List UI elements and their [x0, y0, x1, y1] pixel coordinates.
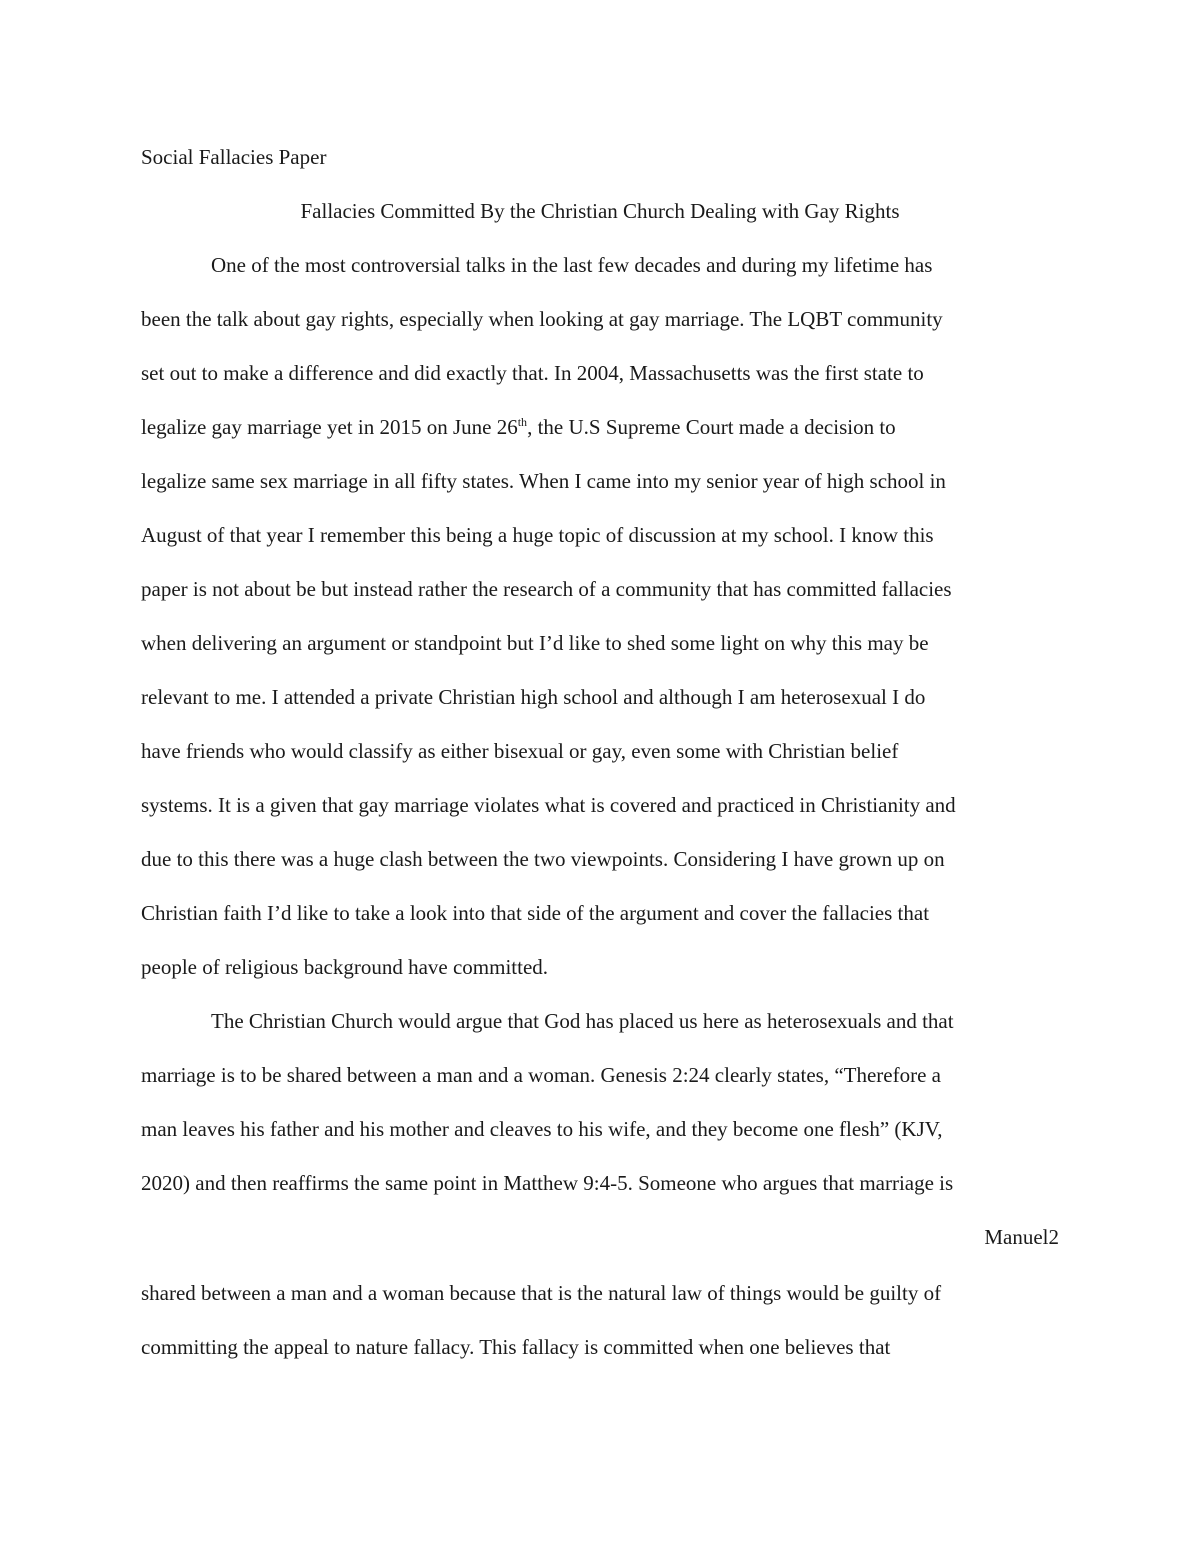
- course-title: Social Fallacies Paper: [141, 145, 327, 169]
- ordinal-suffix: th: [517, 415, 528, 429]
- paragraph-line: paper is not about be but instead rather the research of a community that has committed fallacies: [141, 577, 952, 601]
- paragraph-line: legalize same sex marriage in all fifty states. When I came into my senior year of high school in: [141, 469, 946, 493]
- paragraph-line: set out to make a difference and did exactly that. In 2004, Massachusetts was the first state to: [141, 361, 924, 385]
- paragraph-line: The Christian Church would argue that God has placed us here as heterosexuals and that: [211, 1009, 954, 1033]
- paragraph-line: marriage is to be shared between a man and a woman. Genesis 2:24 clearly states, “Therefore a: [141, 1063, 941, 1087]
- paragraph-line: when delivering an argument or standpoint but I’d like to shed some light on why this may be: [141, 631, 929, 655]
- line-text: legalize gay marriage yet in 2015 on June 26: [141, 415, 518, 439]
- paragraph-line: One of the most controversial talks in the last few decades and during my lifetime has: [211, 253, 933, 277]
- paragraph-line: systems. It is a given that gay marriage violates what is covered and practiced in Christianity and: [141, 793, 956, 817]
- paragraph-line: August of that year I remember this being a huge topic of discussion at my school. I know this: [141, 523, 934, 547]
- paragraph-line: 2020) and then reaffirms the same point in Matthew 9:4-5. Someone who argues that marriage is: [141, 1171, 954, 1195]
- paragraph-line: relevant to me. I attended a private Christian high school and although I am heterosexual I do: [141, 685, 926, 709]
- paper-title: Fallacies Committed By the Christian Church Dealing with Gay Rights: [300, 199, 900, 223]
- paragraph-line: [141, 413, 1061, 441]
- paragraph-line: shared between a man and a woman because that is the natural law of things would be guilty of: [141, 1281, 942, 1305]
- paragraph-line: committing the appeal to nature fallacy. This fallacy is committed when one believes that: [141, 1335, 891, 1359]
- paragraph-line: people of religious background have committed.: [141, 955, 549, 979]
- paragraph-line: have friends who would classify as either bisexual or gay, even some with Christian belief: [141, 739, 899, 763]
- running-header: Manuel2: [984, 1225, 1059, 1249]
- paragraph-line: Christian faith I’d like to take a look into that side of the argument and cover the fallacies that: [141, 901, 930, 925]
- paragraph-line: been the talk about gay rights, especially when looking at gay marriage. The LQBT community: [141, 307, 943, 331]
- paragraph-line: man leaves his father and his mother and cleaves to his wife, and they become one flesh” (KJV,: [141, 1117, 943, 1141]
- line-text: , the U.S Supreme Court made a decision to: [527, 415, 896, 439]
- paragraph-line: due to this there was a huge clash between the two viewpoints. Considering I have grown up on: [141, 847, 945, 871]
